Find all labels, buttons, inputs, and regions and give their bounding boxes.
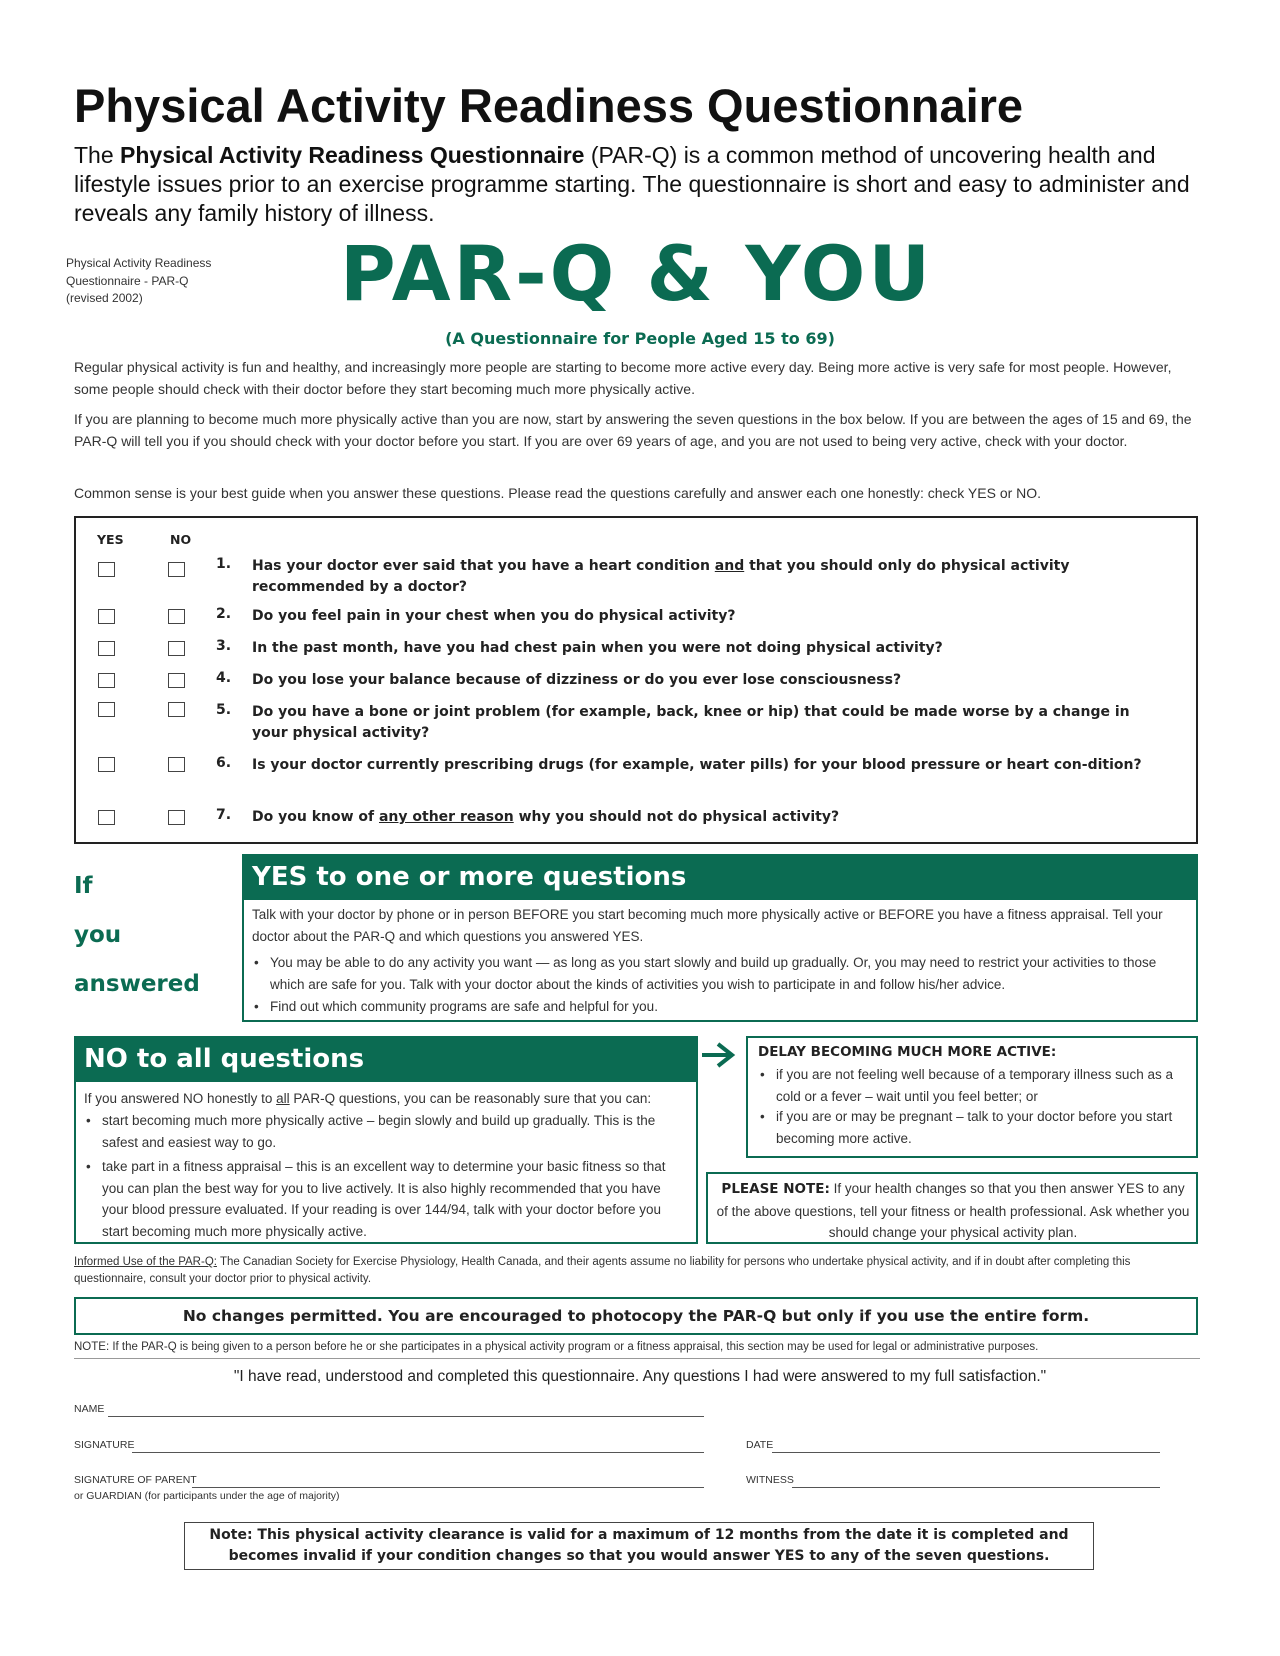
- intro-paragraph: The Physical Activity Readiness Questionnaire (PAR-Q) is a common method of uncovering health and lifestyle issues prior to an exercise programme starting. The questionnaire is short and easy to administer and reveals any family history of illness.: [74, 142, 1190, 226]
- parent-signature-sublabel: or GUARDIAN (for participants under the age of majority): [74, 1490, 340, 1502]
- form-label: Physical Activity Readiness Questionnaire - PAR-Q (revised 2002): [66, 256, 212, 305]
- legal-note: NOTE: If the PAR-Q is being given to a person before he or she participates in a physical activity program or a fitness appraisal, this section may be used for legal or administrative purposes.: [74, 1341, 1039, 1353]
- q1-yes-checkbox[interactable]: [98, 562, 115, 577]
- witness-field-line[interactable]: [792, 1487, 1160, 1488]
- q4-yes-checkbox[interactable]: [98, 673, 115, 688]
- q6-yes-checkbox[interactable]: [98, 757, 115, 772]
- clearance-validity-note: Note: This physical activity clearance is valid for a maximum of 12 months from the date it is completed and becomes invalid if your condition changes so that you would answer YES to any of the seven questions.: [184, 1522, 1094, 1570]
- please-note-text: PLEASE NOTE: If your health changes so that you then answer YES to any of the above questions, tell your fitness or health professional. Ask whether you should change your physical activity plan.: [716, 1181, 1190, 1240]
- parq-logo: PAR-Q & YOU: [340, 229, 934, 318]
- no-column-header: NO: [170, 532, 192, 547]
- page-title: Physical Activity Readiness Questionnaire: [74, 79, 1024, 132]
- divider: [74, 1358, 1200, 1359]
- delay-section: [746, 1036, 1198, 1158]
- delay-section-heading: DELAY BECOMING MUCH MORE ACTIVE:: [758, 1044, 1057, 1060]
- q3-no-checkbox[interactable]: [168, 641, 185, 656]
- question-text: Do you know of any other reason why you should not do physical activity?: [252, 809, 840, 825]
- paragraph-planning: If you are planning to become much more physically active than you are now, start by answering the seven questions in the box below. If you are between the ages of 15 and 69, the PAR-Q will tell you if you should check with your doctor before you start. If you are over 69 years of age, and you are not used to being very active, check with your doctor.: [74, 411, 1192, 449]
- date-field-line[interactable]: [772, 1452, 1160, 1453]
- question-text: Do you lose your balance because of dizziness or do you ever lose consciousness?: [252, 672, 902, 688]
- no-changes-banner: No changes permitted. You are encouraged to photocopy the PAR-Q but only if you use the entire form.: [74, 1297, 1198, 1335]
- yes-section-bullet: • Find out which community programs are safe and helpful for you.: [252, 996, 1187, 1018]
- question-number: 1.: [216, 556, 232, 572]
- question-number: 3.: [216, 638, 232, 654]
- if-you-answered-label: If you answered: [74, 873, 200, 997]
- question-text: Do you have a bone or joint problem (for example, back, knee or hip) that could be made worse by a change in your physical activity?: [252, 704, 1130, 741]
- q7-yes-checkbox[interactable]: [98, 810, 115, 825]
- q6-no-checkbox[interactable]: [168, 757, 185, 772]
- q2-no-checkbox[interactable]: [168, 609, 185, 624]
- no-section-heading: NO to all questions: [76, 1038, 696, 1082]
- q4-no-checkbox[interactable]: [168, 673, 185, 688]
- declaration-text: "I have read, understood and completed this questionnaire. Any questions I had were answered to my full satisfaction.": [233, 1368, 1047, 1385]
- q3-yes-checkbox[interactable]: [98, 641, 115, 656]
- paragraph-common-sense: Common sense is your best guide when you answer these questions. Please read the questions carefully and answer each one honestly: check YES or NO.: [74, 485, 1042, 501]
- question-number: 2.: [216, 606, 232, 622]
- questions-box: [74, 516, 1198, 844]
- question-text: Do you feel pain in your chest when you do physical activity?: [252, 608, 736, 624]
- signature-field-line[interactable]: [132, 1452, 704, 1453]
- name-field-line[interactable]: [108, 1416, 704, 1417]
- question-text: Is your doctor currently prescribing drugs (for example, water pills) for your blood pressure or heart con-dition?: [252, 757, 1142, 773]
- q7-no-checkbox[interactable]: [168, 810, 185, 825]
- yes-section-bullet: • You may be able to do any activity you want — as long as you start slowly and build up gradually. Or, you may need to restrict your activities to those which are safe for you. Talk with your doctor about the kinds of activities you wish to participate in and follow his/her advice.: [252, 952, 1187, 995]
- yes-column-header: YES: [97, 532, 124, 547]
- parent-signature-field-line[interactable]: [192, 1487, 704, 1488]
- q2-yes-checkbox[interactable]: [98, 609, 115, 624]
- no-section-bullet: • take part in a fitness appraisal – this is an excellent way to determine your basic fitness so that you can plan the best way for you to live actively. It is also highly recommended that you have your blood pressure evaluated. If your reading is over 144/94, talk with your doctor before you start becoming much more physically active.: [84, 1156, 684, 1242]
- question-number: 7.: [216, 807, 232, 823]
- q5-no-checkbox[interactable]: [168, 702, 185, 717]
- question-text: In the past month, have you had chest pain when you were not doing physical activity?: [252, 640, 943, 656]
- yes-section: [242, 854, 1198, 1022]
- yes-section-intro: Talk with your doctor by phone or in person BEFORE you start becoming much more physically active or BEFORE you have a fitness appraisal. Tell your doctor about the PAR-Q and which questions you answered YES.: [252, 907, 1163, 944]
- question-number: 5.: [216, 702, 232, 718]
- q1-no-checkbox[interactable]: [168, 562, 185, 577]
- yes-section-heading: YES to one or more questions: [244, 856, 1196, 900]
- no-section-intro: If you answered NO honestly to all PAR-Q questions, you can be reasonably sure that you can:: [84, 1091, 652, 1106]
- parq-subtitle: (A Questionnaire for People Aged 15 to 69): [445, 329, 835, 348]
- please-note-box: [706, 1172, 1198, 1244]
- delay-section-bullet: • if you are or may be pregnant – talk to your doctor before you start becoming more active.: [758, 1106, 1188, 1149]
- delay-section-bullet: • if you are not feeling well because of a temporary illness such as a cold or a fever – wait until you feel better; or: [758, 1064, 1188, 1107]
- question-text: Has your doctor ever said that you have a heart condition and that you should only do physical activity recommended by a doctor?: [252, 558, 1070, 595]
- informed-use-text: Informed Use of the PAR-Q: The Canadian Society for Exercise Physiology, Health Canada, and their agents assume no liability for persons who undertake physical activity, and if in doubt after completing this questionnaire, consult your doctor prior to physical activity.: [74, 1256, 1131, 1285]
- paragraph-regular-activity: Regular physical activity is fun and healthy, and increasingly more people are starting to become more active every day. Being more active is very safe for most people. However, some people should check with their doctor before they start becoming much more physically active.: [74, 359, 1172, 397]
- signature-label: SIGNATURE: [74, 1439, 135, 1451]
- name-label: NAME: [74, 1403, 105, 1415]
- parent-signature-label: SIGNATURE OF PARENT: [74, 1474, 197, 1486]
- witness-label: WITNESS: [746, 1474, 794, 1486]
- arrow-right-icon: [700, 1040, 736, 1070]
- date-label: DATE: [746, 1439, 774, 1451]
- question-number: 6.: [216, 755, 232, 771]
- no-section-bullet: • start becoming much more physically active – begin slowly and build up gradually. This is the safest and easiest way to go.: [84, 1110, 684, 1153]
- no-section: [74, 1036, 698, 1244]
- question-number: 4.: [216, 670, 232, 686]
- q5-yes-checkbox[interactable]: [98, 702, 115, 717]
